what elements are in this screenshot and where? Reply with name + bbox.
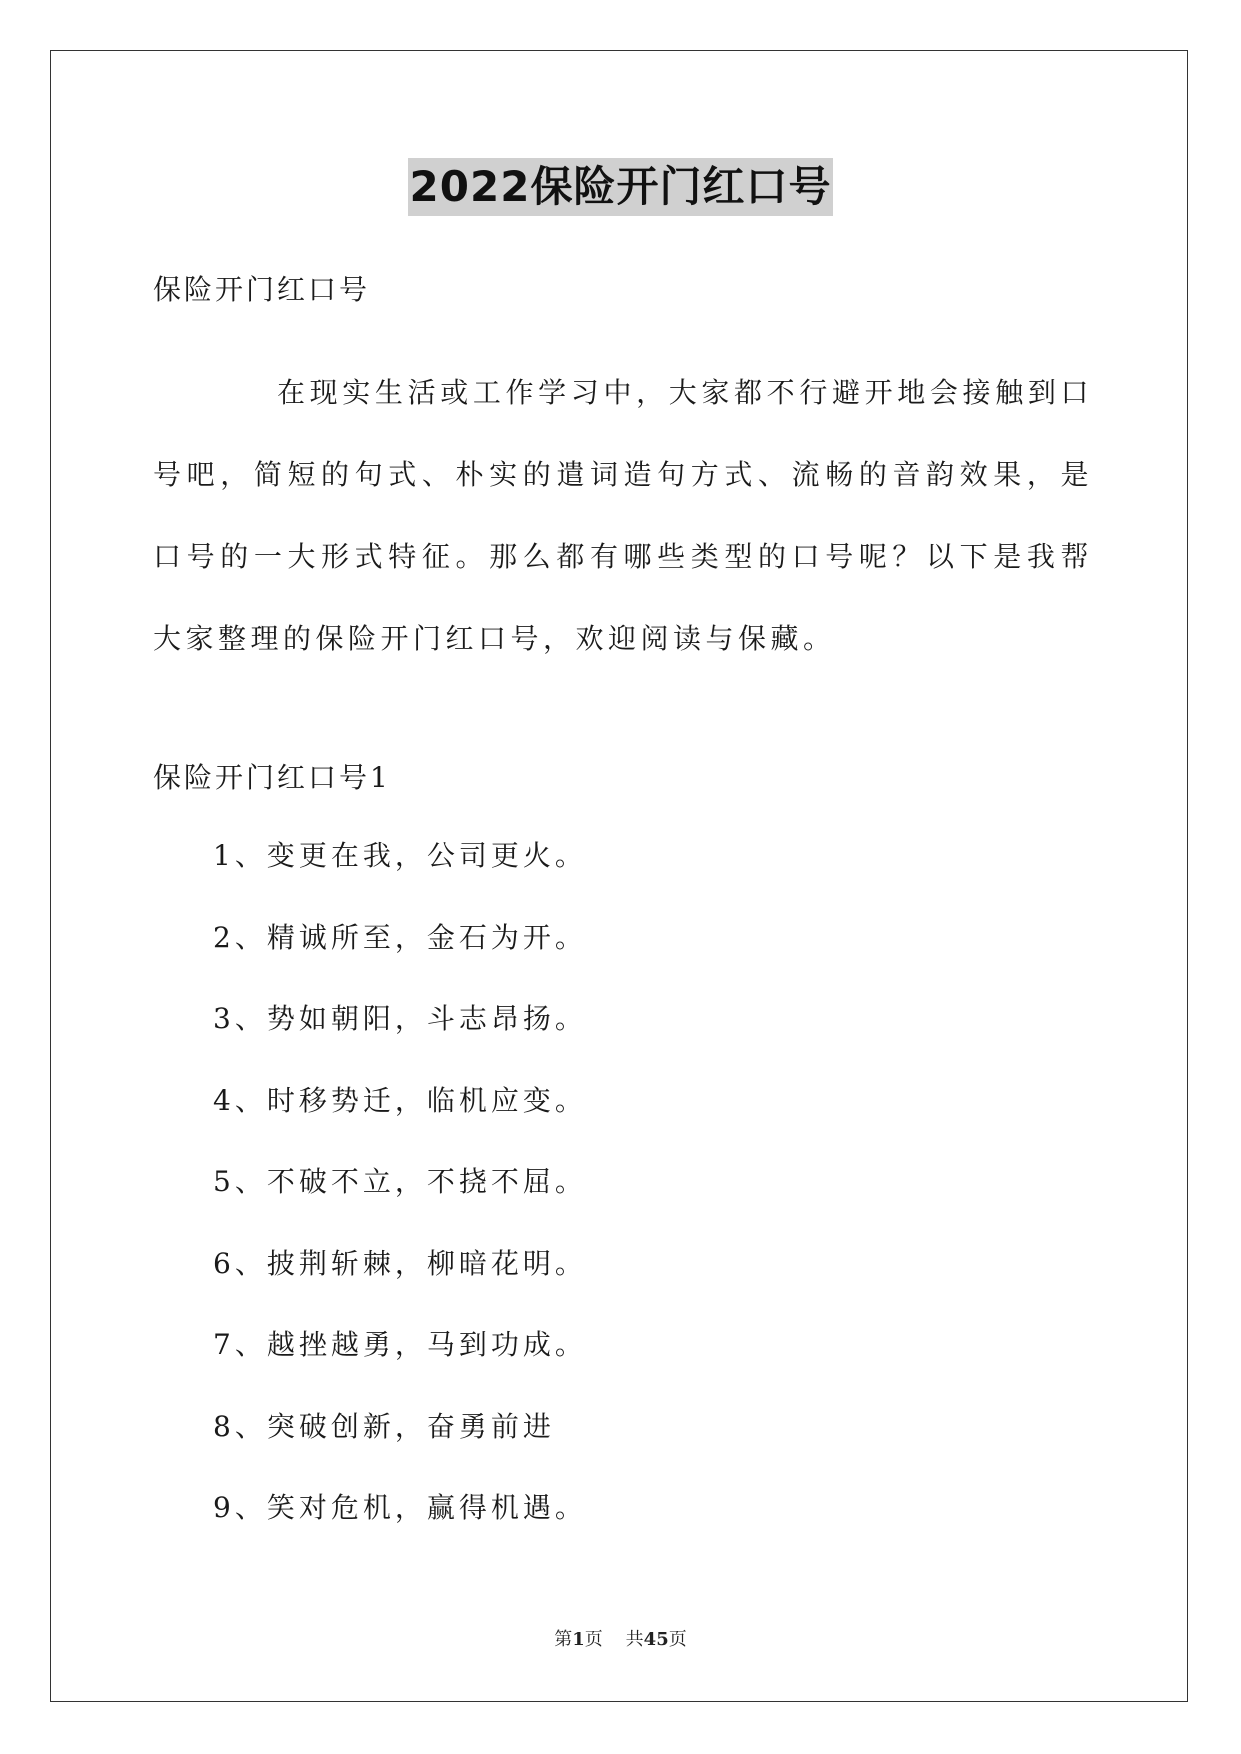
page-footer xyxy=(0,1628,1241,1652)
slogan-item: 5、不破不立，不挠不屈。 xyxy=(213,1165,587,1198)
slogan-item: 9、笑对危机，赢得机遇。 xyxy=(213,1491,587,1524)
total-prefix: 共 xyxy=(625,1629,644,1650)
intro-paragraph: 在现实生活或工作学习中，大家都不行避开地会接触到口号吧，简短的句式、朴实的遣词造句方式、流畅的音韵效果，是口号的一大形式特征。那么都有哪些类型的口号呢？以下是我帮大家整理的保险开门红口号，欢迎阅读与保藏。 xyxy=(153,376,1093,655)
total-page-count: 45 xyxy=(643,1629,669,1650)
slogan-item: 6、披荆斩棘，柳暗花明。 xyxy=(213,1246,587,1280)
slogan-item: 1、变更在我，公司更火。 xyxy=(213,839,587,872)
slogan-item: 3、势如朝阳，斗志昂扬。 xyxy=(213,1002,587,1035)
slogan-list xyxy=(213,838,587,1572)
page-suffix: 页 xyxy=(584,1629,603,1650)
slogan-item: 4、时移势迁，临机应变。 xyxy=(213,1083,587,1117)
slogan-item: 7、越挫越勇，马到功成。 xyxy=(213,1328,587,1361)
document-subtitle: 保险开门红口号 xyxy=(153,273,371,306)
total-suffix: 页 xyxy=(668,1629,687,1650)
slogan-item: 2、精诚所至，金石为开。 xyxy=(213,920,587,954)
document-title: 2022保险开门红口号 xyxy=(408,158,834,216)
section-heading: 保险开门红口号1 xyxy=(153,761,391,794)
current-page-number: 1 xyxy=(572,1629,585,1650)
page-prefix: 第 xyxy=(554,1629,573,1650)
title-container xyxy=(0,158,1241,216)
slogan-item: 8、突破创新，奋勇前进 xyxy=(213,1409,555,1443)
